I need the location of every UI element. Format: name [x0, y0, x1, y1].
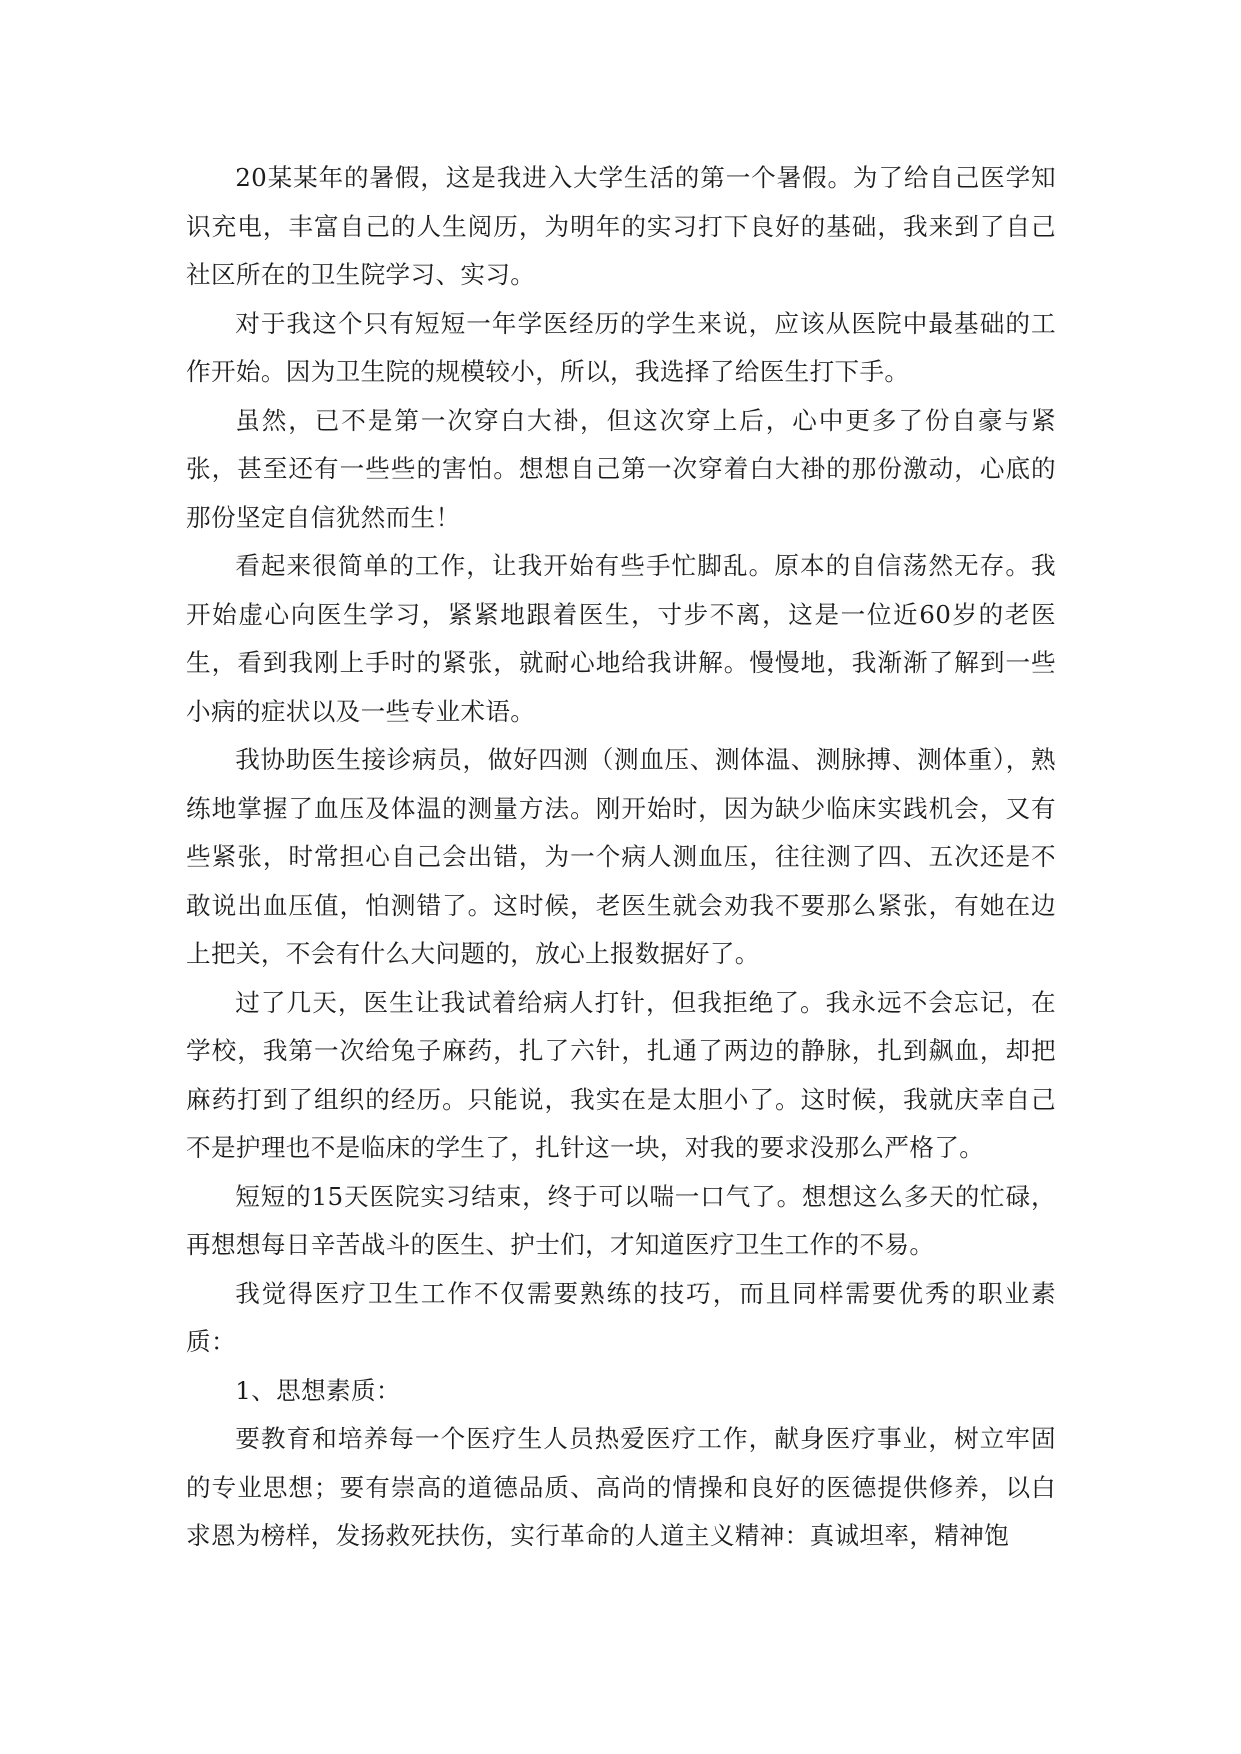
document-body	[186, 154, 1056, 1561]
paragraph-learning: 看起来很简单的工作，让我开始有些手忙脚乱。原本的自信荡然无存。我开始虚心向医生学习，紧紧地跟着医生，寸步不离，这是一位近60岁的老医生，看到我刚上手时的紧张，就耐心地给我讲解。慢慢地，我渐渐了解到一些小病的症状以及一些专业术语。	[186, 551, 1056, 726]
paragraph-four-measurements: 我协助医生接诊病员，做好四测（测血压、测体温、测脉搏、测体重），熟练地掌握了血压及体温的测量方法。刚开始时，因为缺少临床实践机会，又有些紧张，时常担心自己会出错，为一个病人测血压，往往测了四、五次还是不敢说出血压值，怕测错了。这时候，老医生就会劝我不要那么紧张，有她在边上把关，不会有什么大问题的，放心上报数据好了。	[186, 745, 1056, 968]
paragraph-starting-work: 对于我这个只有短短一年学医经历的学生来说，应该从医院中最基础的工作开始。因为卫生院的规模较小，所以，我选择了给医生打下手。	[186, 308, 1056, 386]
paragraph-qualities: 我觉得医疗卫生工作不仅需要熟练的技巧，而且同样需要优秀的职业素质：	[186, 1278, 1056, 1356]
paragraph-injection: 过了几天，医生让我试着给病人打针，但我拒绝了。我永远不会忘记，在学校，我第一次给兔子麻药，扎了六针，扎通了两边的静脉，扎到飙血，却把麻药打到了组织的经历。只能说，我实在是太胆小了。这时候，我就庆幸自己不是护理也不是临床的学生了，扎针这一块，对我的要求没那么严格了。	[186, 987, 1056, 1162]
section-heading-ideology: 1、思想素质：	[235, 1375, 401, 1405]
paragraph-intro: 20某某年的暑假，这是我进入大学生活的第一个暑假。为了给自己医学知识充电，丰富自己的人生阅历，为明年的实习打下良好的基础，我来到了自己社区所在的卫生院学习、实习。	[186, 163, 1056, 289]
paragraph-white-coat: 虽然，已不是第一次穿白大褂，但这次穿上后，心中更多了份自豪与紧张，甚至还有一些些的害怕。想想自己第一次穿着白大褂的那份激动，心底的那份坚定自信犹然而生！	[186, 405, 1056, 532]
paragraph-internship-end: 短短的15天医院实习结束，终于可以喘一口气了。想想这么多天的忙碌，再想想每日辛苦战斗的医生、护士们，才知道医疗卫生工作的不易。	[186, 1181, 1056, 1259]
paragraph-ideology: 要教育和培养每一个医疗生人员热爱医疗工作，献身医疗事业，树立牢固的专业思想；要有崇高的道德品质、高尚的情操和良好的医德提供修养，以白求恩为榜样，发扬救死扶伤，实行革命的人道主义精神：真诚坦率，精神饱	[186, 1424, 1056, 1550]
